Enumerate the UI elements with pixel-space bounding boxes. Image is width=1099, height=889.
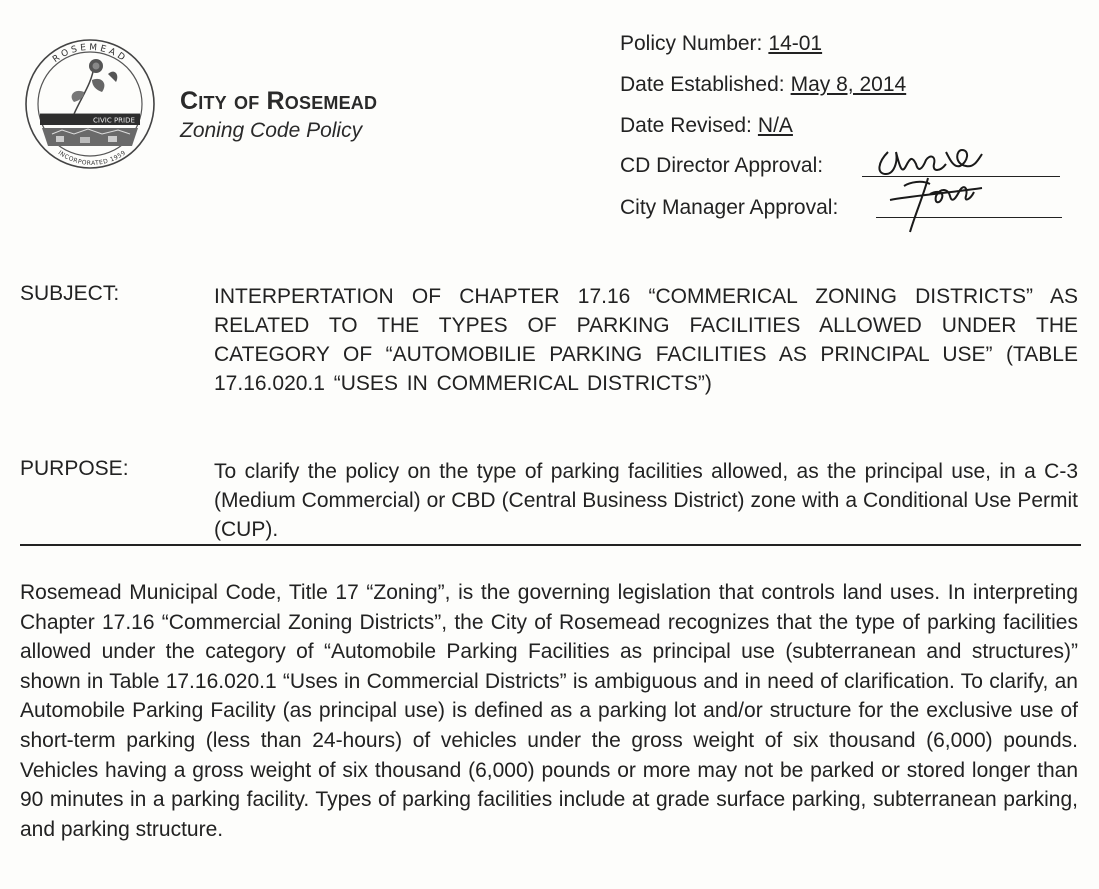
cd-director-approval-row <box>620 154 823 178</box>
body-paragraph: Rosemead Municipal Code, Title 17 “Zoning”, is the governing legislation that controls land uses. In interpreting Chapter 17.16 “Commercial Zoning Districts”, the City of Rosemead recognizes that the type of parking facilities allowed under the category of “Automobile Parking Facilities as principal use (subterranean and structures)” shown in Table 17.16.020.1 “Uses in Commercial Districts” is ambiguous and in need of clarification. To clarify, an Automobile Parking Facility (as principal use) is defined as a parking lot and/or structure for the exclusive use of short-term parking (less than 24-hours) of vehicles under the gross weight of six thousand (6,000) pounds. Vehicles having a gross weight of six thousand (6,000) pounds or more may not be parked or stored longer than 90 minutes in a parking facility. Types of parking facilities include at grade surface parking, subterranean parking, and parking structure. <box>20 581 1078 841</box>
svg-text:CIVIC PRIDE: CIVIC PRIDE <box>93 116 135 125</box>
date-revised-row <box>620 114 793 138</box>
policy-number-value: 14-01 <box>768 32 823 55</box>
purpose-text: To clarify the policy on the type of parking facilities allowed, as the principal use, in a C-3 (Medium Commercial) or CBD (Central Business District) zone with a Conditional Use Permit (CUP). <box>214 460 1078 541</box>
city-header <box>180 87 377 143</box>
policy-number-row <box>620 32 822 56</box>
cd-director-approval-label: CD Director Approval: <box>620 154 824 177</box>
subject-text: INTERPERTATION OF CHAPTER 17.16 “COMMERICAL ZONING DISTRICTS” AS RELATED TO THE TYPES OF PARKING FACILITIES ALLOWED UNDER THE CATEGORY OF “AUTOMOBILIE PARKING FACILITIES AS PRINCIPAL USE” (TABLE 17.16.020.1 “USES IN COMMERICAL DISTRICTS”) <box>214 285 1078 395</box>
city-subtitle: Zoning Code Policy <box>180 119 363 142</box>
date-revised-value: N/A <box>757 114 793 137</box>
city-name: City of Rosemead <box>180 87 378 115</box>
svg-text:INCORPORATED 1959: INCORPORATED 1959 <box>56 149 128 167</box>
date-established-row <box>620 73 906 97</box>
svg-text:ROSEMEAD: ROSEMEAD <box>51 42 129 65</box>
date-revised-label: Date Revised: <box>620 114 752 137</box>
city-manager-approval-label: City Manager Approval: <box>620 196 839 219</box>
city-manager-approval-row <box>620 196 838 220</box>
city-seal-logo <box>22 28 158 174</box>
subject-label: SUBJECT: <box>20 282 120 305</box>
section-divider <box>20 544 1081 546</box>
purpose-label: PURPOSE: <box>20 457 129 480</box>
date-established-value: May 8, 2014 <box>790 73 907 96</box>
date-established-label: Date Established: <box>620 73 785 96</box>
handwritten-signatures <box>870 138 990 240</box>
policy-number-label: Policy Number: <box>620 32 763 55</box>
